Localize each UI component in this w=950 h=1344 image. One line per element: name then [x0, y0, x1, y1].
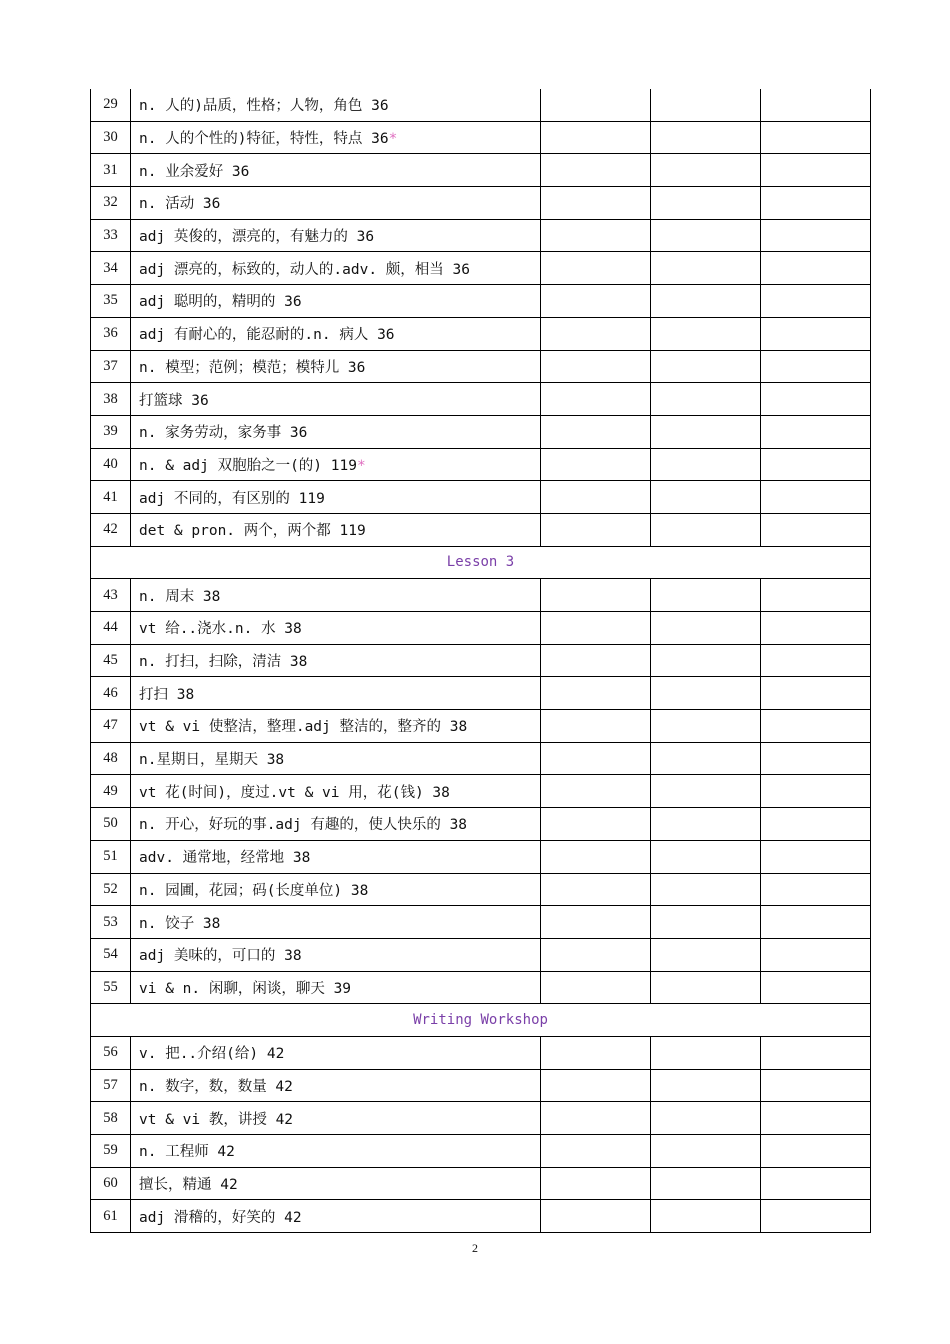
- answer-cell[interactable]: [651, 187, 761, 220]
- definition-text: adj 英俊的，漂亮的，有魅力的 36: [139, 229, 375, 246]
- answer-cell[interactable]: [541, 677, 651, 710]
- answer-cell[interactable]: [761, 644, 871, 677]
- answer-cell[interactable]: [651, 644, 761, 677]
- definition-text: n. 周末 38: [139, 588, 221, 605]
- answer-cell[interactable]: [651, 612, 761, 645]
- answer-cell[interactable]: [761, 415, 871, 448]
- vocabulary-sheet: [90, 89, 861, 1233]
- table-row: [91, 89, 871, 121]
- answer-cell[interactable]: [541, 938, 651, 971]
- definition-cell: [131, 317, 541, 350]
- definition-cell: [131, 121, 541, 154]
- answer-cell[interactable]: [761, 906, 871, 939]
- table-row: [91, 1036, 871, 1069]
- answer-cell[interactable]: [541, 513, 651, 546]
- definition-cell: [131, 252, 541, 285]
- answer-cell[interactable]: [541, 121, 651, 154]
- answer-cell[interactable]: [541, 1102, 651, 1135]
- answer-cell[interactable]: [541, 481, 651, 514]
- row-number: 55: [91, 971, 131, 1004]
- row-number: 52: [91, 873, 131, 906]
- definition-cell: [131, 513, 541, 546]
- answer-cell[interactable]: [761, 89, 871, 121]
- table-row: [91, 906, 871, 939]
- row-number: 42: [91, 513, 131, 546]
- answer-cell[interactable]: [651, 906, 761, 939]
- definition-text: adj 有耐心的，能忍耐的.n. 病人 36: [139, 327, 395, 344]
- row-number: 40: [91, 448, 131, 481]
- answer-cell[interactable]: [651, 808, 761, 841]
- table-row: [91, 121, 871, 154]
- answer-cell[interactable]: [541, 1167, 651, 1200]
- answer-cell[interactable]: [651, 971, 761, 1004]
- answer-cell[interactable]: [761, 285, 871, 318]
- answer-cell[interactable]: [541, 710, 651, 743]
- definition-text: n. 业余爱好 36: [139, 163, 250, 180]
- definition-cell: [131, 415, 541, 448]
- row-number: 39: [91, 415, 131, 448]
- answer-cell[interactable]: [541, 317, 651, 350]
- answer-cell[interactable]: [541, 644, 651, 677]
- definition-text: det & pron. 两个，两个都 119: [139, 523, 366, 540]
- answer-cell[interactable]: [761, 121, 871, 154]
- definition-cell: [131, 612, 541, 645]
- table-row: [91, 219, 871, 252]
- answer-cell[interactable]: [541, 415, 651, 448]
- star-mark: *: [356, 457, 366, 474]
- definition-text: adj 聪明的，精明的 36: [139, 294, 302, 311]
- table-row: [91, 1135, 871, 1168]
- row-number: 57: [91, 1069, 131, 1102]
- definition-text: vt & vi 教，讲授 42: [139, 1111, 294, 1128]
- row-number: 59: [91, 1135, 131, 1168]
- definition-cell: [131, 938, 541, 971]
- definition-text: n. & adj 双胞胎之一(的) 119: [139, 457, 357, 474]
- answer-cell[interactable]: [651, 742, 761, 775]
- answer-cell[interactable]: [541, 252, 651, 285]
- definition-cell: [131, 1167, 541, 1200]
- definition-text: n. 打扫，扫除，清洁 38: [139, 654, 308, 671]
- definition-cell: [131, 742, 541, 775]
- answer-cell[interactable]: [651, 415, 761, 448]
- definition-cell: [131, 481, 541, 514]
- answer-cell[interactable]: [651, 350, 761, 383]
- table-row: [91, 840, 871, 873]
- vocabulary-table-body: [91, 89, 871, 1233]
- row-number: 29: [91, 89, 131, 121]
- definition-text: n. 模型；范例；模范；模特儿 36: [139, 359, 366, 376]
- definition-text: v. 把..介绍(给) 42: [139, 1046, 285, 1063]
- table-row: [91, 579, 871, 612]
- table-row: [91, 448, 871, 481]
- answer-cell[interactable]: [651, 252, 761, 285]
- definition-cell: [131, 350, 541, 383]
- definition-cell: [131, 1069, 541, 1102]
- answer-cell[interactable]: [761, 612, 871, 645]
- definition-text: 打篮球 36: [139, 392, 209, 409]
- answer-cell[interactable]: [541, 448, 651, 481]
- definition-text: n. 园圃，花园；码(长度单位) 38: [139, 882, 369, 899]
- answer-cell[interactable]: [651, 579, 761, 612]
- definition-text: adv. 通常地，经常地 38: [139, 850, 311, 867]
- definition-cell: [131, 448, 541, 481]
- definition-cell: [131, 971, 541, 1004]
- answer-cell[interactable]: [761, 677, 871, 710]
- answer-cell[interactable]: [761, 579, 871, 612]
- answer-cell[interactable]: [541, 808, 651, 841]
- row-number: 53: [91, 906, 131, 939]
- answer-cell[interactable]: [651, 1102, 761, 1135]
- definition-text: n. 数字，数，数量 42: [139, 1078, 293, 1095]
- row-number: 32: [91, 187, 131, 220]
- answer-cell[interactable]: [541, 350, 651, 383]
- definition-cell: [131, 1135, 541, 1168]
- table-row: [91, 187, 871, 220]
- definition-text: n.星期日，星期天 38: [139, 752, 285, 769]
- answer-cell[interactable]: [761, 873, 871, 906]
- answer-cell[interactable]: [651, 383, 761, 416]
- answer-cell[interactable]: [541, 219, 651, 252]
- section-title: Writing Workshop: [91, 1004, 871, 1037]
- definition-text: vt & vi 使整洁，整理.adj 整洁的，整齐的 38: [139, 719, 468, 736]
- row-number: 38: [91, 383, 131, 416]
- table-row: [91, 1102, 871, 1135]
- answer-cell[interactable]: [761, 971, 871, 1004]
- answer-cell[interactable]: [761, 775, 871, 808]
- row-number: 43: [91, 579, 131, 612]
- row-number: 47: [91, 710, 131, 743]
- answer-cell[interactable]: [761, 219, 871, 252]
- definition-text: n. 人的)品质，性格；人物，角色 36: [139, 98, 389, 115]
- table-row: [91, 481, 871, 514]
- answer-cell[interactable]: [761, 742, 871, 775]
- answer-cell[interactable]: [541, 873, 651, 906]
- definition-text: 擅长，精通 42: [139, 1177, 238, 1194]
- row-number: 50: [91, 808, 131, 841]
- row-number: 58: [91, 1102, 131, 1135]
- answer-cell[interactable]: [651, 121, 761, 154]
- section-header-row: [91, 546, 871, 579]
- answer-cell[interactable]: [761, 1036, 871, 1069]
- answer-cell[interactable]: [761, 1069, 871, 1102]
- row-number: 41: [91, 481, 131, 514]
- answer-cell[interactable]: [761, 1167, 871, 1200]
- table-row: [91, 285, 871, 318]
- row-number: 31: [91, 154, 131, 187]
- answer-cell[interactable]: [541, 971, 651, 1004]
- answer-cell[interactable]: [761, 808, 871, 841]
- definition-cell: [131, 219, 541, 252]
- definition-text: adj 滑稽的，好笑的 42: [139, 1209, 302, 1226]
- row-number: 33: [91, 219, 131, 252]
- answer-cell[interactable]: [651, 873, 761, 906]
- row-number: 61: [91, 1200, 131, 1233]
- definition-cell: [131, 1102, 541, 1135]
- star-mark: *: [388, 131, 398, 148]
- definition-text: n. 家务劳动，家务事 36: [139, 425, 308, 442]
- row-number: 49: [91, 775, 131, 808]
- definition-text: adj 漂亮的，标致的，动人的.adv. 颇，相当 36: [139, 261, 470, 278]
- answer-cell[interactable]: [651, 481, 761, 514]
- answer-cell[interactable]: [541, 775, 651, 808]
- row-number: 34: [91, 252, 131, 285]
- table-row: [91, 1069, 871, 1102]
- answer-cell[interactable]: [651, 1167, 761, 1200]
- table-row: [91, 383, 871, 416]
- answer-cell[interactable]: [651, 154, 761, 187]
- definition-cell: [131, 677, 541, 710]
- definition-cell: [131, 906, 541, 939]
- definition-cell: [131, 808, 541, 841]
- table-row: [91, 252, 871, 285]
- definition-cell: [131, 1036, 541, 1069]
- answer-cell[interactable]: [651, 938, 761, 971]
- answer-cell[interactable]: [651, 840, 761, 873]
- table-row: [91, 644, 871, 677]
- answer-cell[interactable]: [761, 938, 871, 971]
- table-row: [91, 808, 871, 841]
- definition-text: vt 花(时间)，度过.vt & vi 用，花(钱) 38: [139, 784, 450, 801]
- section-title: Lesson 3: [91, 546, 871, 579]
- answer-cell[interactable]: [541, 89, 651, 121]
- row-number: 37: [91, 350, 131, 383]
- answer-cell[interactable]: [651, 1036, 761, 1069]
- definition-cell: [131, 775, 541, 808]
- table-row: [91, 775, 871, 808]
- answer-cell[interactable]: [541, 1200, 651, 1233]
- answer-cell[interactable]: [651, 89, 761, 121]
- row-number: 30: [91, 121, 131, 154]
- definition-cell: [131, 840, 541, 873]
- answer-cell[interactable]: [541, 1069, 651, 1102]
- table-row: [91, 612, 871, 645]
- answer-cell[interactable]: [761, 252, 871, 285]
- table-row: [91, 1167, 871, 1200]
- answer-cell[interactable]: [541, 383, 651, 416]
- answer-cell[interactable]: [761, 1135, 871, 1168]
- row-number: 56: [91, 1036, 131, 1069]
- answer-cell[interactable]: [541, 612, 651, 645]
- definition-text: vi & n. 闲聊，闲谈，聊天 39: [139, 980, 352, 997]
- row-number: 60: [91, 1167, 131, 1200]
- answer-cell[interactable]: [761, 840, 871, 873]
- table-row: [91, 513, 871, 546]
- definition-text: adj 不同的，有区别的 119: [139, 490, 325, 507]
- table-row: [91, 873, 871, 906]
- table-row: [91, 154, 871, 187]
- row-number: 48: [91, 742, 131, 775]
- answer-cell[interactable]: [761, 1200, 871, 1233]
- answer-cell[interactable]: [541, 1135, 651, 1168]
- answer-cell[interactable]: [761, 481, 871, 514]
- answer-cell[interactable]: [651, 1200, 761, 1233]
- table-row: [91, 415, 871, 448]
- definition-text: 打扫 38: [139, 686, 195, 703]
- row-number: 45: [91, 644, 131, 677]
- definition-cell: [131, 285, 541, 318]
- answer-cell[interactable]: [761, 1102, 871, 1135]
- answer-cell[interactable]: [541, 187, 651, 220]
- definition-cell: [131, 710, 541, 743]
- page-number: 2: [472, 1241, 478, 1255]
- answer-cell[interactable]: [541, 579, 651, 612]
- answer-cell[interactable]: [651, 710, 761, 743]
- table-row: [91, 742, 871, 775]
- answer-cell[interactable]: [761, 350, 871, 383]
- answer-cell[interactable]: [651, 1069, 761, 1102]
- table-row: [91, 350, 871, 383]
- row-number: 36: [91, 317, 131, 350]
- row-number: 44: [91, 612, 131, 645]
- answer-cell[interactable]: [651, 448, 761, 481]
- definition-text: vt 给..浇水.n. 水 38: [139, 621, 302, 638]
- definition-text: adj 美味的，可口的 38: [139, 948, 302, 965]
- definition-text: n. 开心，好玩的事.adj 有趣的，使人快乐的 38: [139, 817, 468, 834]
- answer-cell[interactable]: [541, 906, 651, 939]
- definition-cell: [131, 1200, 541, 1233]
- definition-cell: [131, 873, 541, 906]
- answer-cell[interactable]: [541, 285, 651, 318]
- definition-cell: [131, 187, 541, 220]
- answer-cell[interactable]: [761, 710, 871, 743]
- row-number: 35: [91, 285, 131, 318]
- definition-text: n. 活动 36: [139, 196, 221, 213]
- answer-cell[interactable]: [541, 840, 651, 873]
- answer-cell[interactable]: [761, 317, 871, 350]
- answer-cell[interactable]: [651, 219, 761, 252]
- table-row: [91, 710, 871, 743]
- vocabulary-table: [90, 89, 871, 1233]
- definition-text: n. 人的个性的)特征，特性，特点 36: [139, 131, 389, 148]
- section-header-row: [91, 1004, 871, 1037]
- row-number: 46: [91, 677, 131, 710]
- answer-cell[interactable]: [761, 513, 871, 546]
- definition-cell: [131, 579, 541, 612]
- answer-cell[interactable]: [761, 383, 871, 416]
- table-row: [91, 317, 871, 350]
- row-number: 51: [91, 840, 131, 873]
- definition-text: n. 工程师 42: [139, 1144, 235, 1161]
- row-number: 54: [91, 938, 131, 971]
- table-row: [91, 938, 871, 971]
- answer-cell[interactable]: [541, 742, 651, 775]
- table-row: [91, 677, 871, 710]
- definition-cell: [131, 154, 541, 187]
- answer-cell[interactable]: [651, 317, 761, 350]
- answer-cell[interactable]: [761, 448, 871, 481]
- answer-cell[interactable]: [761, 154, 871, 187]
- definition-text: n. 饺子 38: [139, 915, 221, 932]
- definition-cell: [131, 383, 541, 416]
- definition-cell: [131, 89, 541, 121]
- answer-cell[interactable]: [651, 775, 761, 808]
- answer-cell[interactable]: [541, 154, 651, 187]
- answer-cell[interactable]: [651, 1135, 761, 1168]
- table-row: [91, 971, 871, 1004]
- answer-cell[interactable]: [761, 187, 871, 220]
- answer-cell[interactable]: [541, 1036, 651, 1069]
- answer-cell[interactable]: [651, 285, 761, 318]
- answer-cell[interactable]: [651, 677, 761, 710]
- definition-cell: [131, 644, 541, 677]
- answer-cell[interactable]: [651, 513, 761, 546]
- table-row: [91, 1200, 871, 1233]
